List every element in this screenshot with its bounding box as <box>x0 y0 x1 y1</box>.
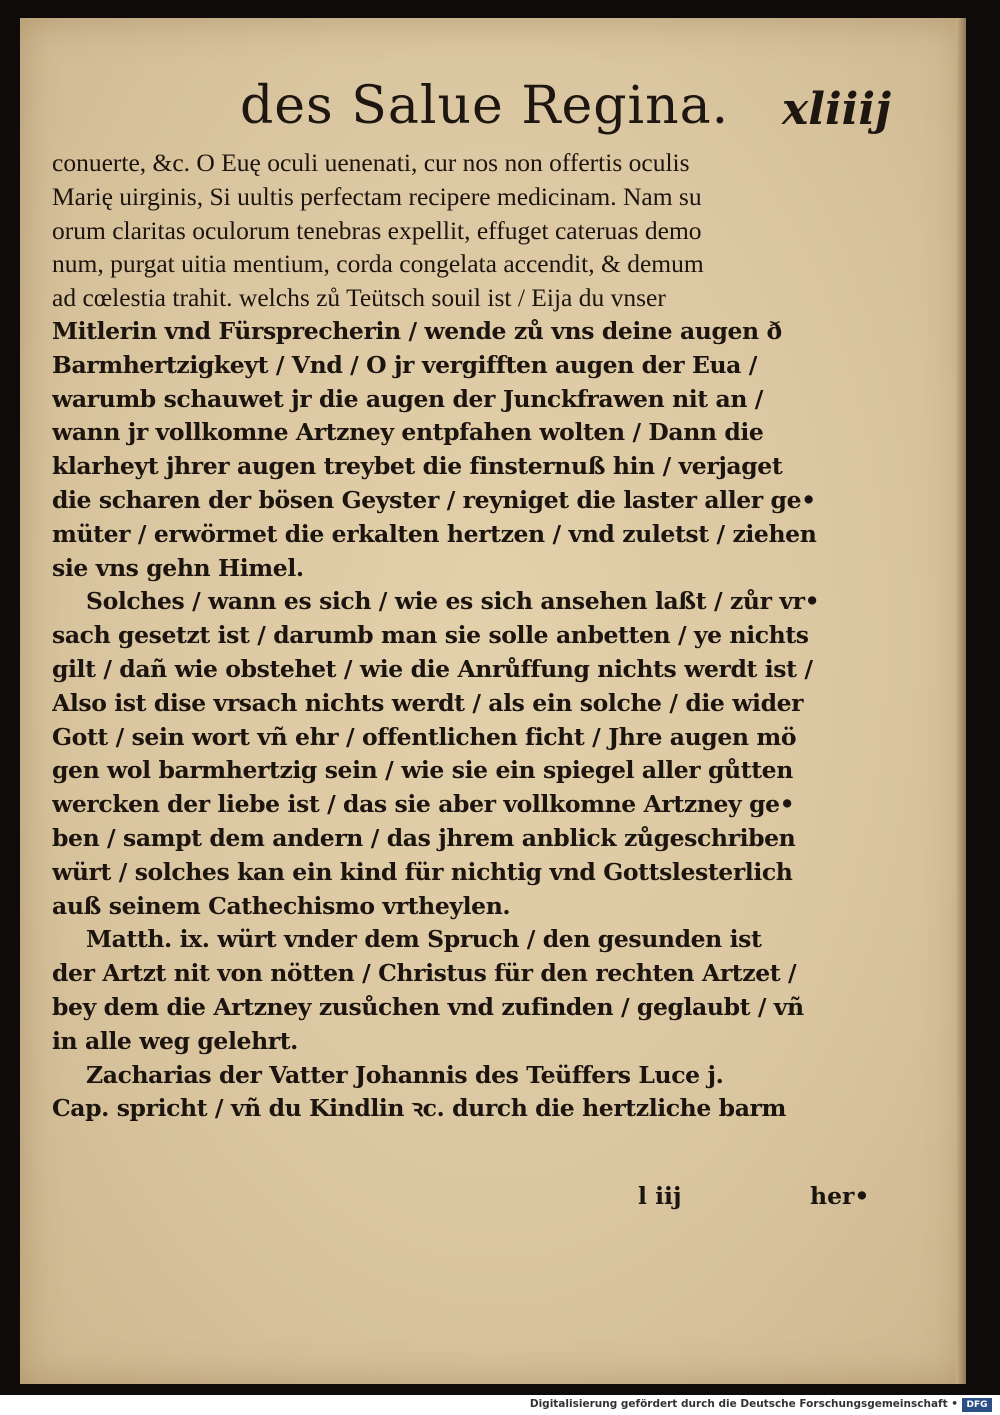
text-line: ben / sampt dem andern / das jhrem anblick zůgeschriben <box>52 823 796 852</box>
dfg-logo: DFG <box>962 1398 992 1412</box>
text-line: conuerte, &c. O Euę oculi uenenati, cur nos non offertis oculis <box>52 148 690 177</box>
text-line: gen wol barmhertzig sein / wie sie ein spiegel aller gůtten <box>52 756 793 785</box>
page-footer <box>52 1182 872 1216</box>
text-block <box>52 146 872 1126</box>
text-line: Zacharias der Vatter Johannis des Teüffers Luce j. <box>86 1060 724 1089</box>
funding-notice: Digitalisierung gefördert durch die Deutsche Forschungsgemeinschaft • <box>529 1398 958 1410</box>
text-line: Cap. spricht / vñ du Kindlin ꝛc. durch die hertzliche barm <box>52 1094 786 1123</box>
text-line: orum claritas oculorum tenebras expellit, effuget cateruas demo <box>52 215 702 245</box>
text-line: auß seinem Cathechismo vrtheylen. <box>52 891 511 920</box>
text-line: wann jr vollkomne Artzney entpfahen wolten / Dann die <box>52 418 764 447</box>
funding-bar <box>0 1395 1000 1415</box>
catchword: her• <box>810 1182 870 1210</box>
text-line: warumb schauwet jr die augen der Junckfrawen nit an / <box>52 384 763 413</box>
text-line: gilt / dañ wie obstehet / wie die Anrůffung nichts werdt ist / <box>52 654 813 683</box>
book-page <box>20 18 966 1384</box>
text-line: der Artzt nit von nötten / Christus für den rechten Artzet / <box>52 959 797 988</box>
text-line: bey dem die Artzney zusůchen vnd zufinden / geglaubt / vñ <box>52 992 804 1021</box>
page-edge <box>956 18 966 1384</box>
text-line: Gott / sein wort vñ ehr / offentlichen ficht / Jhre augen mö <box>52 722 797 751</box>
text-line: würt / solches kan ein kind für nichtig vnd Gottslesterlich <box>52 857 793 886</box>
text-line: sie vns gehn Himel. <box>52 553 304 582</box>
text-line: wercken der liebe ist / das sie aber vollkomne Artzney ge• <box>52 790 795 819</box>
text-line: sach gesetzt ist / darumb man sie solle anbetten / ye nichts <box>52 621 809 650</box>
text-line: die scharen der bösen Geyster / reyniget die laster aller ge• <box>52 485 816 514</box>
text-line: Marię uirginis, Si uultis perfectam recipere medicinam. Nam su <box>52 181 702 211</box>
text-line: ad cœlestia trahit. welchs zů Teütsch souil ist / Eija du vnser <box>52 283 666 313</box>
text-line: num, purgat uitia mentium, corda congelata accendit, & demum <box>52 249 704 279</box>
text-line: Also ist dise vrsach nichts werdt / als ein solche / die wider <box>52 688 804 717</box>
text-line: in alle weg gelehrt. <box>52 1026 298 1055</box>
text-line: Solches / wann es sich / wie es sich ansehen laßt / zůr vr• <box>86 587 820 616</box>
text-line: Matth. ix. würt vnder dem Spruch / den gesunden ist <box>86 925 762 954</box>
folio-number: xliiij <box>782 84 892 135</box>
signature-mark: l iij <box>638 1182 682 1210</box>
text-line: klarheyt jhrer augen treybet die finsternuß hin / verjaget <box>52 452 783 481</box>
text-line: Mitlerin vnd Fürsprecherin / wende zů vns deine augen ð <box>52 316 782 345</box>
running-head: des Salue Regina. <box>240 76 730 136</box>
text-line: müter / erwörmet die erkalten hertzen / vnd zuletst / ziehen <box>52 519 817 548</box>
text-line: Barmhertzigkeyt / Vnd / O jr vergifften augen der Eua / <box>52 350 757 379</box>
